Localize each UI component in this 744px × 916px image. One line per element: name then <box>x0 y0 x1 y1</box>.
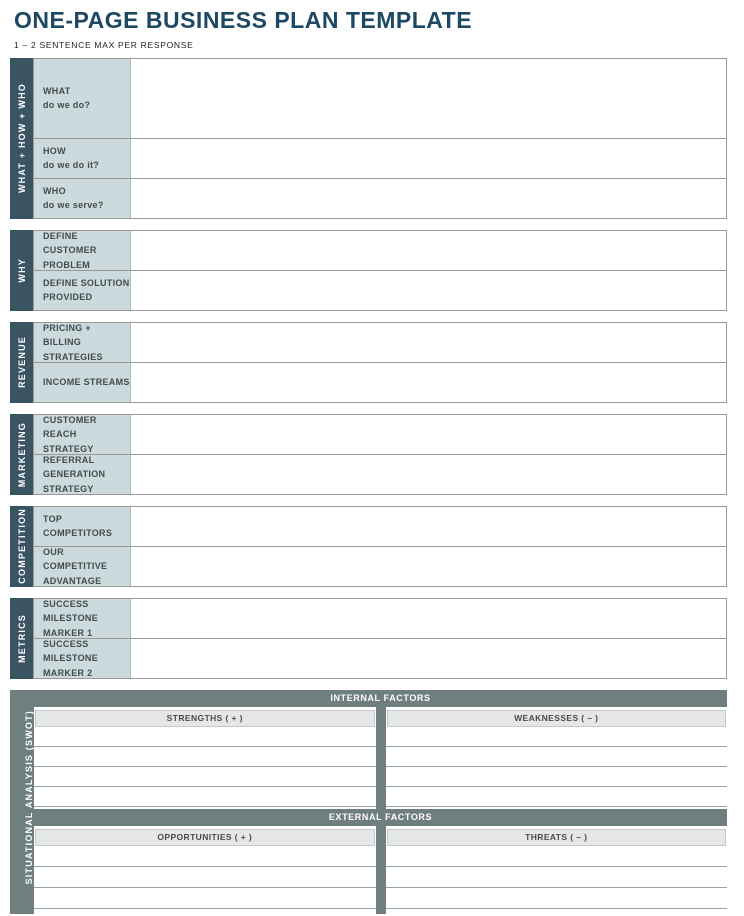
table-row <box>34 362 726 402</box>
prompt-line: do we do it? <box>43 160 100 171</box>
section-rows <box>33 322 727 403</box>
prompt-line: MARKER 1 <box>43 627 93 638</box>
prompt-competitive-advantage <box>34 547 131 586</box>
swot-line[interactable] <box>34 846 376 867</box>
strengths-header: STRENGTHS ( + ) <box>35 710 375 727</box>
response-field-what[interactable] <box>131 59 726 138</box>
prompt-line: do we do? <box>43 100 91 111</box>
prompt-line: SUCCESS MILESTONE <box>43 638 99 664</box>
section-bar-competition <box>10 506 33 587</box>
internal-factors-header: INTERNAL FACTORS <box>34 690 727 707</box>
response-field-customer-problem[interactable] <box>131 231 726 270</box>
table-row <box>34 59 726 138</box>
table-row <box>34 638 726 678</box>
section-label: REVENUE <box>16 336 27 389</box>
prompt-line: MARKER 2 <box>43 667 93 678</box>
response-field-referral-generation[interactable] <box>131 455 726 494</box>
section-bar-what-how-who <box>10 58 33 219</box>
section-label: WHAT + HOW + WHO <box>16 83 27 194</box>
swot-line[interactable] <box>386 787 728 807</box>
prompt-income-streams <box>34 363 131 402</box>
prompt-who <box>34 179 131 218</box>
response-field-how[interactable] <box>131 139 726 178</box>
prompt-line: PROVIDED <box>43 292 93 303</box>
prompt-line: DEFINE CUSTOMER <box>43 230 97 256</box>
prompt-what <box>34 59 131 138</box>
threats-header: THREATS ( – ) <box>387 829 727 846</box>
prompt-customer-reach <box>34 415 131 454</box>
section-what-how-who <box>10 58 727 219</box>
response-field-pricing-billing[interactable] <box>131 323 726 362</box>
page-subtitle: 1 – 2 SENTENCE MAX PER RESPONSE <box>14 39 194 50</box>
prompt-line: PRICING + BILLING <box>43 322 91 348</box>
column-divider <box>376 826 386 914</box>
strengths-column <box>34 707 376 809</box>
opportunities-column <box>34 826 376 914</box>
swot-line[interactable] <box>34 767 376 787</box>
prompt-milestone-2 <box>34 639 131 678</box>
opportunities-header: OPPORTUNITIES ( + ) <box>35 829 375 846</box>
prompt-line: OUR COMPETITIVE <box>43 546 108 572</box>
response-field-solution-provided[interactable] <box>131 271 726 310</box>
prompt-line: DEFINE SOLUTION <box>43 277 130 288</box>
external-factors-header: EXTERNAL FACTORS <box>34 809 727 826</box>
table-row <box>34 599 726 638</box>
section-label: WHY <box>16 258 27 283</box>
section-swot <box>10 690 727 914</box>
table-row <box>34 546 726 586</box>
prompt-line: STRATEGY <box>43 483 94 494</box>
prompt-referral-generation <box>34 455 131 494</box>
table-row <box>34 454 726 494</box>
weaknesses-header: WEAKNESSES ( – ) <box>387 710 727 727</box>
table-row <box>34 415 726 454</box>
section-label: METRICS <box>16 613 27 663</box>
response-field-income-streams[interactable] <box>131 363 726 402</box>
section-metrics <box>10 598 727 679</box>
swot-line[interactable] <box>386 909 728 914</box>
section-rows <box>33 230 727 311</box>
prompt-line: REFERRAL GENERATION <box>43 454 106 480</box>
table-row <box>34 507 726 546</box>
swot-line[interactable] <box>386 727 728 747</box>
swot-line[interactable] <box>34 787 376 807</box>
swot-line[interactable] <box>34 747 376 767</box>
prompt-solution-provided <box>34 271 131 310</box>
page-title: ONE-PAGE BUSINESS PLAN TEMPLATE <box>14 7 473 33</box>
prompt-line: SUCCESS MILESTONE <box>43 598 99 624</box>
prompt-pricing-billing <box>34 323 131 362</box>
prompt-top-competitors <box>34 507 131 546</box>
prompt-how <box>34 139 131 178</box>
weaknesses-column <box>386 707 728 809</box>
internal-factors-grid <box>34 707 727 809</box>
section-competition <box>10 506 727 587</box>
swot-line[interactable] <box>386 846 728 867</box>
prompt-milestone-1 <box>34 599 131 638</box>
swot-line[interactable] <box>34 867 376 888</box>
prompt-line: WHO <box>43 185 66 196</box>
prompt-line: INCOME STREAMS <box>43 377 130 388</box>
section-marketing <box>10 414 727 495</box>
swot-line[interactable] <box>386 767 728 787</box>
section-why <box>10 230 727 311</box>
section-rows <box>33 414 727 495</box>
section-label: SITUATIONAL ANALYSIS (SWOT) <box>24 710 34 885</box>
section-bar-metrics <box>10 598 33 679</box>
swot-line[interactable] <box>386 867 728 888</box>
section-label: COMPETITION <box>16 508 27 585</box>
prompt-line: TOP COMPETITORS <box>43 513 113 539</box>
response-field-customer-reach[interactable] <box>131 415 726 454</box>
section-rows <box>33 598 727 679</box>
prompt-line: CUSTOMER REACH <box>43 414 97 440</box>
prompt-line: STRATEGY <box>43 443 94 454</box>
section-revenue <box>10 322 727 403</box>
table-row <box>34 270 726 310</box>
section-rows <box>33 506 727 587</box>
external-factors-grid <box>34 826 727 914</box>
section-rows <box>33 58 727 219</box>
response-field-who[interactable] <box>131 179 726 218</box>
response-field-competitive-advantage[interactable] <box>131 547 726 586</box>
threats-column <box>386 826 728 914</box>
section-bar-revenue <box>10 322 33 403</box>
swot-line[interactable] <box>34 727 376 747</box>
swot-line[interactable] <box>34 909 376 914</box>
prompt-line: HOW <box>43 145 66 156</box>
prompt-customer-problem <box>34 231 131 270</box>
table-row <box>34 231 726 270</box>
prompt-line: STRATEGIES <box>43 351 103 362</box>
prompt-line: do we serve? <box>43 200 104 211</box>
section-bar-swot <box>10 690 34 914</box>
table-row <box>34 138 726 178</box>
swot-line[interactable] <box>386 888 728 909</box>
prompt-line: WHAT <box>43 85 71 96</box>
section-bar-marketing <box>10 414 33 495</box>
prompt-line: PROBLEM <box>43 259 91 270</box>
swot-body <box>34 690 727 914</box>
response-field-top-competitors[interactable] <box>131 507 726 546</box>
swot-line[interactable] <box>34 888 376 909</box>
response-field-milestone-2[interactable] <box>131 639 726 678</box>
section-label: MARKETING <box>16 421 27 487</box>
table-row <box>34 178 726 218</box>
prompt-line: ADVANTAGE <box>43 575 102 586</box>
response-field-milestone-1[interactable] <box>131 599 726 638</box>
column-divider <box>376 707 386 809</box>
section-bar-why <box>10 230 33 311</box>
table-row <box>34 323 726 362</box>
swot-line[interactable] <box>386 747 728 767</box>
